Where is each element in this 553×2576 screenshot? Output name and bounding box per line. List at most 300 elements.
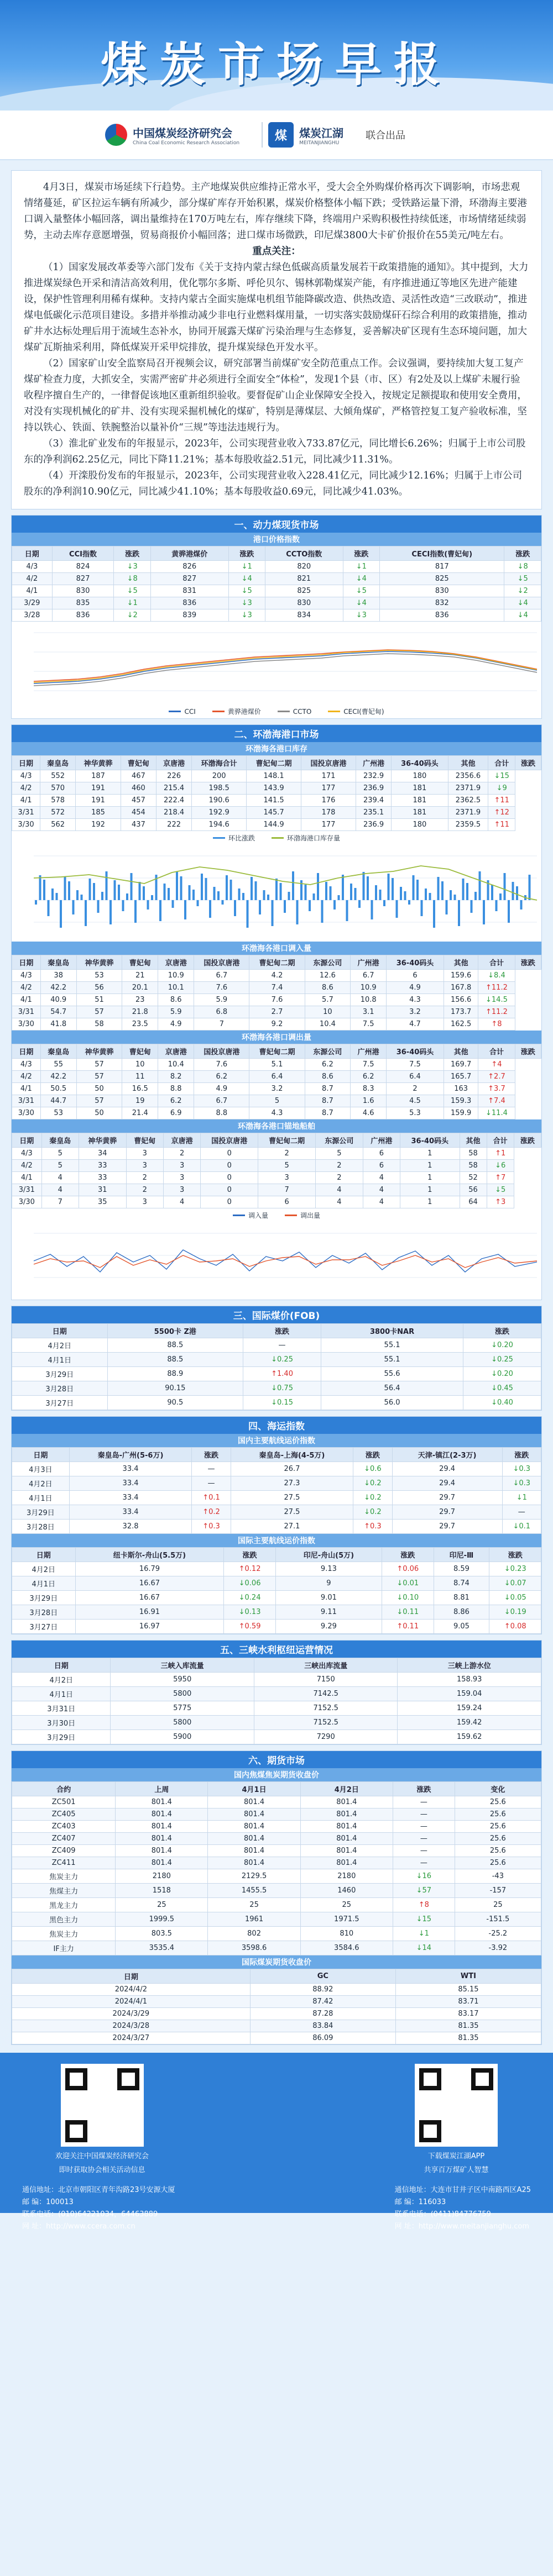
table-cell: 8.7 [305,1083,351,1095]
table-cell: ↑3 [487,1196,514,1208]
table-cell: 801.4 [300,1821,393,1833]
table-cell: 1961 [208,1912,300,1927]
address-line: 通信地址：大连市甘井子区中南路西区A25 [394,2186,531,2194]
bar [330,886,332,900]
table-cell: 3.2 [249,1083,305,1095]
table-cell: 176 [301,795,356,807]
port-price-table [12,546,541,622]
table-cell: 8.86 [434,1605,489,1620]
table-cell: 3 [126,1148,163,1160]
table-cell: 144.9 [247,819,301,831]
column-header: 日期 [12,756,40,770]
table-cell: 16.79 [75,1562,224,1576]
qr-caption: 下载煤炭江湖APP [427,2152,485,2160]
table-cell: 6.2 [194,1071,249,1083]
column-header: 涨跌 [192,1448,231,1462]
table-cell: 3月29日 [12,1505,70,1520]
table-cell: ↓0.20 [463,1338,541,1353]
table-cell: 2024/4/1 [12,1996,251,2008]
table-cell: 4.3 [387,994,444,1006]
column-header: 纽卡斯尔-舟山(5.5万) [75,1548,224,1562]
section-title: 一、动力煤现货市场 [12,516,541,533]
column-header: CECI指数(曹妃甸) [380,546,504,561]
bar [371,900,373,919]
address-block [395,2184,531,2233]
table-cell: 4月1日 [12,1576,76,1591]
table-cell: 3月29日 [12,1591,76,1605]
table-cell: 2024/4/2 [12,1984,251,1996]
table-cell: 25.6 [455,1809,541,1821]
table-row [12,1912,541,1927]
qr-caption: 欢迎关注中国煤炭经济研究会 [55,2152,149,2160]
legend-item: CCI [169,707,195,716]
table-cell: ↑0.2 [192,1505,231,1520]
table-cell: 5 [41,1148,79,1160]
table-cell: 41.8 [40,1018,76,1031]
table-cell: 825 [380,573,504,585]
table-row [12,1730,541,1744]
table-cell: ↓0.11 [382,1605,434,1620]
table-cell: 2 [163,1148,200,1160]
table-cell: 4/1 [12,585,53,597]
table-cell: 58 [76,1018,122,1031]
column-header: 日期 [12,955,41,970]
qr-code-icon[interactable] [61,2064,144,2147]
table-cell: 156.6 [444,994,478,1006]
qr-code-icon[interactable] [415,2064,498,2147]
table-cell: 177 [301,782,356,795]
table-cell: 2362.5 [448,795,488,807]
table-cell: 55.1 [321,1338,463,1353]
table-cell: 88.5 [107,1353,243,1367]
table-cell: ↓14 [393,1941,455,1955]
bar [462,879,465,900]
table-row [12,1687,541,1701]
table-row [12,1160,541,1172]
table-cell: 236.9 [356,819,392,831]
table-cell: ↑11 [488,795,515,807]
table-cell: ↑0.3 [192,1520,231,1534]
table-cell: 148.1 [247,770,301,782]
fob-price-table [12,1323,541,1410]
table-cell: 20.1 [122,982,158,994]
table-cell: 2 [316,1160,363,1172]
table-cell: 56 [460,1184,487,1196]
bar [388,874,390,900]
column-header: 国投京唐港 [194,955,249,970]
joint-label: 联合出品 [366,130,406,141]
table-cell: 827 [52,573,114,585]
table-cell: 3 [258,1172,316,1184]
bar [114,880,116,900]
table-cell: 3/30 [12,1107,41,1119]
table-cell: ↓0.05 [489,1591,541,1605]
table-cell: 51 [76,994,122,1006]
bar [267,895,269,900]
table-cell: 3/30 [12,1018,41,1031]
column-header: 秦皇岛 [40,756,76,770]
table-cell: 801.4 [300,1845,393,1857]
table-cell: 192 [76,819,121,831]
bar [226,875,228,900]
legend-item: CECI(曹妃甸) [328,707,384,716]
chart-legend [12,831,541,845]
table-cell: 169.7 [444,1059,478,1071]
table-cell: — [393,1796,455,1809]
table-cell: 187 [76,770,121,782]
address-line: 联系电话：(010)64221034，64463889 [22,2210,158,2218]
table-cell: 552 [40,770,76,782]
bar [446,900,448,914]
table-row [12,1673,541,1687]
table-cell: ↓16 [393,1869,455,1884]
table-cell: 9.05 [434,1620,489,1634]
table-cell: 16.91 [75,1605,224,1620]
table-cell: 801.4 [300,1796,393,1809]
port-outflow-table [12,1044,541,1119]
table-row [12,1605,541,1620]
table-row [12,1491,541,1505]
table-cell: 826 [150,561,228,573]
table-cell: ↓4 [343,573,380,585]
table-cell: ↓0.23 [489,1562,541,1576]
table-cell: ↑12 [488,807,515,819]
port-inventory-table [12,755,541,831]
column-header: 日期 [12,546,53,561]
chart-legend [12,705,541,718]
table-cell: 4 [363,1184,400,1196]
table-cell: 25.6 [455,1833,541,1845]
table-cell: 5775 [111,1701,254,1716]
section-three-gorges [11,1640,542,1745]
table-cell: 32.8 [69,1520,192,1534]
address-block [22,2184,175,2233]
table-cell: 3月28日 [12,1381,108,1396]
table-cell: 57 [76,1006,122,1018]
table-row [12,2020,541,2032]
bar [51,889,54,900]
table-cell: ↑7 [487,1172,514,1184]
table-row [12,982,541,994]
table-cell: 191 [76,795,121,807]
bar [234,900,236,916]
table-cell: 1 [400,1196,460,1208]
table-cell: 3535.4 [116,1941,208,1955]
table-cell: ↓0.24 [224,1591,276,1605]
table-cell: 3月31日 [12,1701,111,1716]
table-cell: 2180 [300,1869,393,1884]
table-cell: 23 [122,994,158,1006]
column-header: 5500卡 Z港 [107,1324,243,1338]
legend-item: CCTO [278,707,312,716]
table-cell: 181 [392,795,448,807]
table-cell: 8.74 [434,1576,489,1591]
table-cell: 827 [150,573,228,585]
qr-caption: 即时获取协会相关活动信息 [59,2166,145,2174]
table-cell: 159.24 [398,1701,541,1716]
table-cell: 33.4 [69,1491,192,1505]
table-row [12,1576,541,1591]
table-row [12,1591,541,1605]
bar [242,893,244,900]
table-cell: ↑11.2 [478,1006,515,1018]
table-cell: 141.5 [247,795,301,807]
address-line: 邮 编：100013 [22,2198,74,2206]
table-cell: 836 [52,609,114,622]
table-cell: 3月27日 [12,1620,76,1634]
column-header: 京唐港 [158,1044,194,1059]
table-cell: 5.9 [194,994,249,1006]
table-cell: 3月27日 [12,1396,108,1410]
table-cell: 4 [363,1196,400,1208]
table-cell: 8.8 [194,1107,249,1119]
table-cell: ↓0.75 [243,1381,321,1396]
column-header: 36-40码头 [400,1133,460,1148]
table-cell: -3.92 [455,1941,541,1955]
table-cell: ↓9 [488,782,515,795]
table-cell: 7.5 [351,1018,387,1031]
table-cell: 158.93 [398,1673,541,1687]
table-cell: 5.7 [305,994,351,1006]
table-row [12,782,541,795]
table-cell: 5900 [111,1730,254,1744]
table-cell: ↑11.2 [478,982,515,994]
table-cell: 8.8 [158,1083,194,1095]
column-header: 秦皇岛 [41,1133,79,1148]
table-cell: 4 [163,1196,200,1208]
table-row [12,1148,541,1160]
table-cell: 8.7 [305,1107,351,1119]
table-cell: 4/2 [12,982,41,994]
table-cell: 87.42 [250,1996,395,2008]
table-cell: 834 [265,609,343,622]
table-cell: 3 [126,1196,163,1208]
table-cell: 21.8 [122,1006,158,1018]
bar [35,900,37,905]
table-cell: 6 [363,1160,400,1172]
column-header: 日期 [12,1324,108,1338]
table-cell: 8.6 [305,982,351,994]
table-cell: 6 [363,1148,400,1160]
table-cell: 159.42 [398,1716,541,1730]
table-row [12,1367,541,1381]
table-cell: 50 [76,1083,122,1095]
table-cell: ↓15 [488,770,515,782]
website-link[interactable]: 网 址：http://www.meitanjianghu.com [394,2222,529,2231]
table-cell: 7150 [254,1673,398,1687]
org1-name: 中国煤炭经济研究会 [133,126,232,140]
table-cell: 2 [126,1184,163,1196]
table-cell: 9.29 [275,1620,382,1634]
table-cell: ↓8.4 [478,970,515,982]
table-cell: ↑1.40 [243,1367,321,1381]
chart-legend [12,1208,541,1222]
table-cell: 29.7 [392,1520,502,1534]
table-cell: 11 [122,1071,158,1083]
table-cell: 57 [76,1071,122,1083]
table-cell: 9.2 [249,1018,305,1031]
table-cell: 57 [76,1095,122,1107]
bar [429,893,431,900]
table-cell: 215.4 [156,782,192,795]
table-cell: 81.35 [395,2032,541,2044]
bar [151,895,153,900]
table-cell: 4.9 [387,982,444,994]
bar [68,881,70,900]
table-cell: 56.0 [321,1396,463,1410]
table-cell: 801.4 [208,1833,300,1845]
table-cell: 83.84 [250,2020,395,2032]
domestic-freight-table [12,1447,541,1534]
column-header: 其他 [444,955,478,970]
summary-paragraph: （4）开滦股份发布的年报显示，2023年，公司实现营业收入228.41亿元，同比减少12.16%；归属于上市公司股东的净利润10.90亿元，同比减少41.10%；基本每股收益0.69元，同比减少41.03%。 [24,470,523,497]
bar [56,893,58,900]
table-title: 环渤海各港口调出量 [12,1031,541,1044]
table-cell: 16.67 [75,1576,224,1591]
bar [272,900,274,926]
table-cell: 3 [163,1172,200,1184]
table-cell: ↓14.5 [478,994,515,1006]
column-header: 印尼-舟山(5万) [275,1548,382,1562]
table-row [12,561,541,573]
bar [89,879,91,900]
column-header: 日期 [12,1548,76,1562]
table-cell: 832 [380,597,504,609]
table-cell: ↑0.1 [192,1491,231,1505]
bar [39,875,41,900]
bar [317,873,319,900]
table-cell: ZC407 [12,1833,116,1845]
bar [512,882,514,900]
table-cell: ↓1 [393,1927,455,1941]
table-cell: 801.4 [116,1857,208,1869]
website-link[interactable]: 网 址：http://www.ccera.com.cn [22,2222,135,2231]
table-cell: 52 [460,1172,487,1184]
table-cell: ZC409 [12,1845,116,1857]
table-cell: 2024/3/28 [12,2020,251,2032]
bar [433,900,435,928]
table-cell: 25.6 [455,1845,541,1857]
bar [85,900,87,926]
table-row [12,994,541,1006]
table-cell: 167.8 [444,982,478,994]
table-cell: 803.5 [116,1927,208,1941]
bar [106,871,108,900]
column-header: 日期 [12,1044,41,1059]
table-cell: 824 [52,561,114,573]
footer [0,2053,553,2231]
table-cell: 801.4 [208,1845,300,1857]
column-header: 其他 [444,1044,478,1059]
legend-item: 环渤海港口库存量 [272,833,340,843]
table-cell: 190.6 [192,795,247,807]
table-cell: 1455.5 [208,1884,300,1898]
column-header: 涨跌 [514,1133,541,1148]
bar [529,875,531,900]
table-row [12,819,541,831]
section-title: 六、期货市场 [12,1751,541,1768]
org2-name: 煤炭江湖 [299,126,344,140]
table-cell: 835 [52,597,114,609]
table-cell: 4/2 [12,1160,42,1172]
table-cell: 222.4 [156,795,192,807]
section-title: 四、海运指数 [12,1417,541,1434]
table-cell: 6.4 [387,1071,444,1083]
table-title: 国际煤炭期货收盘价 [12,1955,541,1969]
table-cell: ↓0.2 [353,1491,392,1505]
table-cell: 801.4 [208,1821,300,1833]
table-cell: 159.62 [398,1730,541,1744]
table-row [12,1338,541,1353]
column-header: 4月2日 [300,1782,393,1796]
table-cell: 1 [400,1172,460,1184]
table-cell: 16.5 [122,1083,158,1095]
table-cell: 4月2日 [12,1476,70,1491]
table-row [12,1833,541,1845]
table-cell: 171 [301,770,356,782]
table-row [12,1006,541,1018]
table-cell: ZC405 [12,1809,116,1821]
summary-paragraph: （3）淮北矿业发布的年报显示，2023年，公司实现营业收入733.87亿元，同比增长6.26%；归属于上市公司股东的净利润62.25亿元，同比下降11.21%；基本每股收益2.51元，同比减少11.31%。 [24,438,526,465]
table-cell: 35 [79,1196,126,1208]
table-cell: 57 [76,1059,122,1071]
bar [499,893,502,900]
table-cell: 23.5 [122,1018,158,1031]
table-cell: 5 [316,1148,363,1160]
table-cell: 44.7 [40,1095,76,1107]
column-header: 曹妃甸二期 [258,1133,316,1148]
table-cell: 181 [392,782,448,795]
legend-item: 调入量 [233,1211,268,1220]
table-cell: 83.17 [395,2008,541,2020]
table-cell: 42.2 [40,982,76,994]
table-cell: 3/31 [12,1095,41,1107]
bar [176,872,178,900]
table-cell: ↓2 [504,585,541,597]
table-cell: 4.7 [387,1018,444,1031]
table-cell: 25.6 [455,1857,541,1869]
column-header: 上周 [116,1782,208,1796]
table-cell: ZC411 [12,1857,116,1869]
bar [392,878,394,900]
table-cell: 801.4 [116,1809,208,1821]
table-cell: 4/3 [12,970,41,982]
bar [118,885,120,900]
bar [43,880,45,900]
column-header: 环渤海合计 [192,756,247,770]
table-cell: 4月1日 [12,1491,70,1505]
table-cell: 10.8 [351,994,387,1006]
column-header: 秦皇岛-广州(5-6万) [69,1448,192,1462]
table-cell: 460 [121,782,156,795]
table-cell: 1460 [300,1884,393,1898]
table-cell: 4月2日 [12,1338,108,1353]
table-row [12,1018,541,1031]
divider [262,122,263,148]
table-cell: 4.5 [387,1095,444,1107]
bar [375,885,377,900]
column-header: 其他 [460,1133,487,1148]
bar [354,888,357,900]
table-row [12,1095,541,1107]
table-cell: 5800 [111,1716,254,1730]
table-cell: 3 [163,1184,200,1196]
table-cell: 87.28 [250,2008,395,2020]
table-cell: 4/1 [12,795,40,807]
table-cell: 2371.9 [448,807,488,819]
table-cell: 570 [40,782,76,795]
table-cell: 黑色主力 [12,1912,116,1927]
